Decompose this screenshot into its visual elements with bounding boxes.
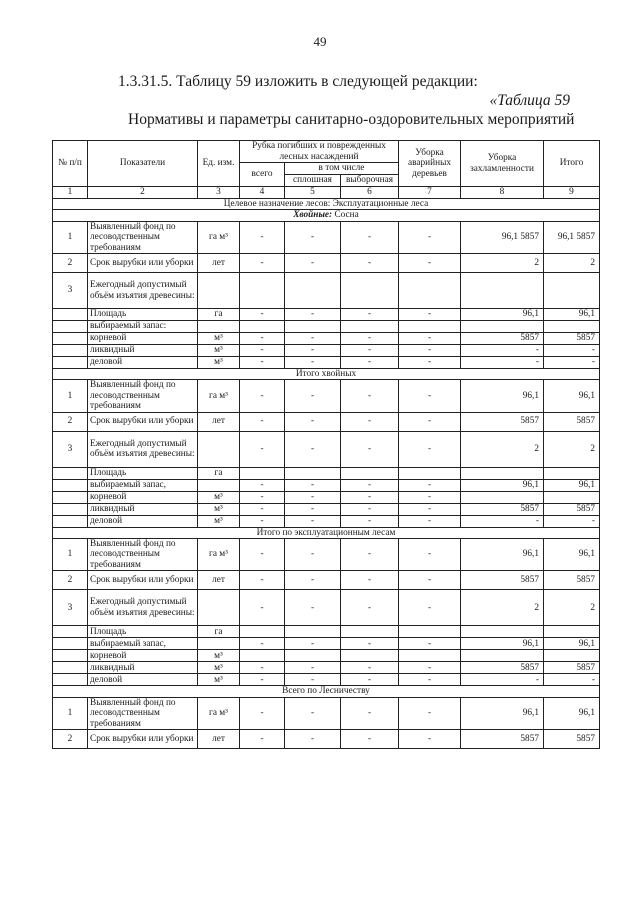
cell-c4: - <box>240 590 285 626</box>
cell-c5: - <box>285 333 341 345</box>
row-number <box>53 515 88 527</box>
cell-c4: - <box>240 357 285 369</box>
row-unit: лет <box>198 254 240 273</box>
column-number: 1 <box>53 187 88 199</box>
cell-c5: - <box>285 309 341 321</box>
cell-c8: 96,1 <box>461 697 544 729</box>
row-number: 2 <box>53 729 88 748</box>
row-number: 2 <box>53 254 88 273</box>
cell-c6: - <box>341 333 399 345</box>
cell-c8: 5857 <box>461 503 544 515</box>
table-row <box>53 571 600 590</box>
cell-c9: 2 <box>544 431 600 467</box>
cell-c5: - <box>285 729 341 748</box>
cell-c9: 96,1 <box>544 380 600 412</box>
row-number: 2 <box>53 412 88 431</box>
cell-c6: - <box>341 254 399 273</box>
table-row <box>53 729 600 748</box>
section-subtitle <box>53 210 600 221</box>
cell-c8: - <box>461 515 544 527</box>
cell-c5: - <box>285 697 341 729</box>
row-number <box>53 638 88 650</box>
cell-c9: 5857 <box>544 503 600 515</box>
header-selective: выборочная <box>341 175 399 187</box>
row-number: 1 <box>53 221 88 253</box>
cell-c9: 5857 <box>544 333 600 345</box>
cell-c8: 5857 <box>461 333 544 345</box>
cell-c4: - <box>240 309 285 321</box>
row-number <box>53 357 88 369</box>
row-unit <box>198 479 240 491</box>
header-num: № п/п <box>53 141 88 187</box>
cell-c7: - <box>399 221 461 253</box>
table-row <box>53 638 600 650</box>
row-unit: га м³ <box>198 380 240 412</box>
cell-c6: - <box>341 674 399 686</box>
row-unit: м³ <box>198 662 240 674</box>
cell-c4 <box>240 273 285 309</box>
cell-c5: - <box>285 380 341 412</box>
row-unit: лет <box>198 412 240 431</box>
row-unit: га м³ <box>198 697 240 729</box>
table-row <box>53 479 600 491</box>
row-indicator: выбираемый запас: <box>88 321 198 333</box>
row-number <box>53 321 88 333</box>
cell-c8: 2 <box>461 431 544 467</box>
header-felling: Рубка погибших и поврежденных лесных насаждений <box>240 141 399 163</box>
header-emergency: Уборка аварийных деревьев <box>399 141 461 187</box>
row-number <box>53 650 88 662</box>
cell-c6 <box>341 467 399 479</box>
row-indicator: Площадь <box>88 309 198 321</box>
row-indicator: деловой <box>88 515 198 527</box>
header-clear: сплошная <box>285 175 341 187</box>
cell-c7: - <box>399 571 461 590</box>
cell-c6: - <box>341 590 399 626</box>
cell-c6: - <box>341 571 399 590</box>
row-unit: га м³ <box>198 539 240 571</box>
row-indicator: Ежегодный допустимый объём изъятия древесины: <box>88 431 198 467</box>
species-label: Хвойные: <box>293 210 333 221</box>
header-total: Итого <box>544 141 600 187</box>
cell-c4: - <box>240 729 285 748</box>
row-indicator: Срок вырубки или уборки <box>88 729 198 748</box>
row-indicator: Срок вырубки или уборки <box>88 571 198 590</box>
cell-c7: - <box>399 412 461 431</box>
cell-c9: 2 <box>544 590 600 626</box>
table-row <box>53 254 600 273</box>
cell-c8: - <box>461 674 544 686</box>
cell-c9: 96,1 <box>544 309 600 321</box>
cell-c4: - <box>240 674 285 686</box>
cell-c6: - <box>341 697 399 729</box>
norms-table <box>52 140 600 749</box>
header-indicators: Показатели <box>88 141 198 187</box>
cell-c5 <box>285 626 341 638</box>
table-row <box>53 309 600 321</box>
row-unit: м³ <box>198 345 240 357</box>
row-indicator: деловой <box>88 357 198 369</box>
row-indicator: Выявленный фонд по лесоводственным требованиям <box>88 539 198 571</box>
cell-c6 <box>341 321 399 333</box>
row-indicator: ликвидный <box>88 345 198 357</box>
section-title: Итого по эксплуатационным лесам <box>53 527 600 538</box>
cell-c9: 5857 <box>544 729 600 748</box>
row-unit: м³ <box>198 674 240 686</box>
table-row <box>53 321 600 333</box>
row-number <box>53 503 88 515</box>
table-row <box>53 467 600 479</box>
row-unit <box>198 590 240 626</box>
cell-c9: 5857 <box>544 662 600 674</box>
cell-c5 <box>285 650 341 662</box>
cell-c9 <box>544 626 600 638</box>
section-header-row <box>53 199 600 210</box>
cell-c5: - <box>285 431 341 467</box>
cell-c8: - <box>461 345 544 357</box>
cell-c4: - <box>240 479 285 491</box>
cell-c8: 96,1 5857 <box>461 221 544 253</box>
column-number: 5 <box>285 187 341 199</box>
row-unit <box>198 321 240 333</box>
row-number <box>53 674 88 686</box>
cell-c7: - <box>399 333 461 345</box>
cell-c9 <box>544 273 600 309</box>
cell-c4: - <box>240 431 285 467</box>
table-row <box>53 515 600 527</box>
table-row <box>53 345 600 357</box>
row-number <box>53 333 88 345</box>
row-unit: га м³ <box>198 221 240 253</box>
cell-c8 <box>461 491 544 503</box>
table-row <box>53 626 600 638</box>
cell-c6 <box>341 650 399 662</box>
cell-c7 <box>399 626 461 638</box>
row-indicator: Выявленный фонд по лесоводственным требованиям <box>88 380 198 412</box>
cell-c6: - <box>341 412 399 431</box>
cell-c5: - <box>285 412 341 431</box>
section-header-row <box>53 686 600 697</box>
cell-c8 <box>461 321 544 333</box>
table-row <box>53 503 600 515</box>
row-unit: м³ <box>198 650 240 662</box>
cell-c4: - <box>240 571 285 590</box>
row-indicator: ликвидный <box>88 503 198 515</box>
cell-c9: 96,1 <box>544 638 600 650</box>
cell-c6 <box>341 626 399 638</box>
cell-c8: 96,1 <box>461 309 544 321</box>
row-number: 3 <box>53 273 88 309</box>
cell-c6: - <box>341 515 399 527</box>
cell-c9 <box>544 650 600 662</box>
cell-c8 <box>461 650 544 662</box>
cell-c7 <box>399 650 461 662</box>
row-unit: лет <box>198 729 240 748</box>
cell-c9 <box>544 467 600 479</box>
row-indicator: Площадь <box>88 467 198 479</box>
table-row <box>53 650 600 662</box>
section-heading: 1.3.31.5. Таблицу 59 изложить в следующей редакции: <box>118 73 478 90</box>
header-unit: Ед. изм. <box>198 141 240 187</box>
table-row <box>53 357 600 369</box>
row-unit: м³ <box>198 491 240 503</box>
column-number: 2 <box>88 187 198 199</box>
table-row <box>53 333 600 345</box>
cell-c4: - <box>240 380 285 412</box>
cell-c8: 96,1 <box>461 539 544 571</box>
row-indicator: корневой <box>88 491 198 503</box>
table-body <box>53 199 600 749</box>
cell-c9: 96,1 <box>544 539 600 571</box>
cell-c5: - <box>285 539 341 571</box>
cell-c6: - <box>341 357 399 369</box>
cell-c5: - <box>285 674 341 686</box>
cell-c9: - <box>544 357 600 369</box>
table-row <box>53 221 600 253</box>
cell-c5: - <box>285 638 341 650</box>
cell-c7: - <box>399 638 461 650</box>
cell-c4 <box>240 467 285 479</box>
column-number: 4 <box>240 187 285 199</box>
cell-c4: - <box>240 503 285 515</box>
row-number <box>53 626 88 638</box>
cell-c8: 96,1 <box>461 380 544 412</box>
cell-c9: 5857 <box>544 571 600 590</box>
cell-c8: 5857 <box>461 412 544 431</box>
cell-c7: - <box>399 380 461 412</box>
cell-c4: - <box>240 221 285 253</box>
row-indicator: Выявленный фонд по лесоводственным требованиям <box>88 697 198 729</box>
row-unit: га <box>198 626 240 638</box>
cell-c6: - <box>341 539 399 571</box>
section-title: Всего по Лесничеству <box>53 686 600 697</box>
cell-c7: - <box>399 431 461 467</box>
table-row <box>53 539 600 571</box>
table-row <box>53 590 600 626</box>
cell-c4 <box>240 626 285 638</box>
cell-c8: 96,1 <box>461 638 544 650</box>
cell-c5: - <box>285 345 341 357</box>
section-header-row <box>53 369 600 380</box>
cell-c4: - <box>240 539 285 571</box>
cell-c5: - <box>285 503 341 515</box>
cell-c7 <box>399 467 461 479</box>
species-value: Сосна <box>334 210 359 221</box>
table-row <box>53 674 600 686</box>
cell-c6: - <box>341 345 399 357</box>
row-unit: м³ <box>198 515 240 527</box>
row-number <box>53 479 88 491</box>
cell-c7 <box>399 321 461 333</box>
cell-c5: - <box>285 662 341 674</box>
row-number: 3 <box>53 431 88 467</box>
cell-c9: - <box>544 515 600 527</box>
cell-c7: - <box>399 539 461 571</box>
cell-c5: - <box>285 479 341 491</box>
cell-c4 <box>240 321 285 333</box>
row-indicator: выбираемый запас, <box>88 638 198 650</box>
row-number: 1 <box>53 697 88 729</box>
page-number: 49 <box>313 34 327 49</box>
row-number <box>53 662 88 674</box>
row-indicator: Выявленный фонд по лесоводственным требованиям <box>88 221 198 253</box>
cell-c6: - <box>341 431 399 467</box>
cell-c4 <box>240 650 285 662</box>
row-unit: м³ <box>198 333 240 345</box>
cell-c4: - <box>240 412 285 431</box>
row-indicator: Ежегодный допустимый объём изъятия древесины: <box>88 273 198 309</box>
row-indicator: деловой <box>88 674 198 686</box>
cell-c8: 5857 <box>461 729 544 748</box>
table-row <box>53 380 600 412</box>
cell-c7: - <box>399 515 461 527</box>
row-indicator: Срок вырубки или уборки <box>88 254 198 273</box>
cell-c7 <box>399 273 461 309</box>
row-unit: м³ <box>198 357 240 369</box>
cell-c9: - <box>544 674 600 686</box>
cell-c7: - <box>399 662 461 674</box>
column-number: 3 <box>198 187 240 199</box>
table-row <box>53 697 600 729</box>
cell-c4: - <box>240 345 285 357</box>
cell-c4: - <box>240 254 285 273</box>
cell-c8: 2 <box>461 254 544 273</box>
cell-c6: - <box>341 309 399 321</box>
row-number <box>53 309 88 321</box>
row-number: 1 <box>53 539 88 571</box>
cell-c9 <box>544 321 600 333</box>
section-subtitle-row <box>53 210 600 221</box>
cell-c5: - <box>285 491 341 503</box>
cell-c6: - <box>341 221 399 253</box>
cell-c5: - <box>285 357 341 369</box>
cell-c8: - <box>461 357 544 369</box>
cell-c7: - <box>399 697 461 729</box>
row-number <box>53 467 88 479</box>
cell-c9: 96,1 5857 <box>544 221 600 253</box>
cell-c8: 2 <box>461 590 544 626</box>
cell-c5 <box>285 321 341 333</box>
section-header-row <box>53 527 600 538</box>
table-row <box>53 431 600 467</box>
row-number: 3 <box>53 590 88 626</box>
cell-c9: 96,1 <box>544 479 600 491</box>
cell-c9: 5857 <box>544 412 600 431</box>
cell-c8: 5857 <box>461 662 544 674</box>
cell-c4: - <box>240 638 285 650</box>
cell-c5 <box>285 467 341 479</box>
row-unit: га <box>198 467 240 479</box>
cell-c6: - <box>341 503 399 515</box>
cell-c5: - <box>285 221 341 253</box>
section-title: Итого хвойных <box>53 369 600 380</box>
row-indicator: выбираемый запас, <box>88 479 198 491</box>
cell-c8: 5857 <box>461 571 544 590</box>
column-numbers-row <box>53 187 600 199</box>
row-number <box>53 345 88 357</box>
cell-c7: - <box>399 674 461 686</box>
cell-c7: - <box>399 729 461 748</box>
section-title: Целевое назначение лесов: Эксплуатационные леса <box>53 199 600 210</box>
cell-c8 <box>461 626 544 638</box>
cell-c6: - <box>341 638 399 650</box>
cell-c9: 96,1 <box>544 697 600 729</box>
cell-c6 <box>341 273 399 309</box>
header-including: в том числе <box>285 163 399 175</box>
column-number: 9 <box>544 187 600 199</box>
header-felling-total: всего <box>240 163 285 187</box>
column-number: 6 <box>341 187 399 199</box>
cell-c5: - <box>285 590 341 626</box>
cell-c5: - <box>285 571 341 590</box>
table-label: «Таблица 59 <box>489 92 570 109</box>
cell-c7: - <box>399 491 461 503</box>
row-number: 1 <box>53 380 88 412</box>
cell-c7: - <box>399 254 461 273</box>
row-unit: лет <box>198 571 240 590</box>
cell-c6: - <box>341 491 399 503</box>
column-number: 7 <box>399 187 461 199</box>
cell-c7: - <box>399 357 461 369</box>
row-number: 2 <box>53 571 88 590</box>
cell-c9 <box>544 491 600 503</box>
row-indicator: корневой <box>88 333 198 345</box>
cell-c6: - <box>341 479 399 491</box>
table-row <box>53 491 600 503</box>
cell-c8: 96,1 <box>461 479 544 491</box>
table-row <box>53 273 600 309</box>
cell-c8 <box>461 467 544 479</box>
table-row <box>53 662 600 674</box>
row-unit: га <box>198 309 240 321</box>
cell-c9: 2 <box>544 254 600 273</box>
row-unit: м³ <box>198 503 240 515</box>
row-indicator: Ежегодный допустимый объём изъятия древесины: <box>88 590 198 626</box>
cell-c6: - <box>341 380 399 412</box>
row-indicator: Площадь <box>88 626 198 638</box>
cell-c4: - <box>240 662 285 674</box>
row-number <box>53 491 88 503</box>
cell-c4: - <box>240 333 285 345</box>
cell-c4: - <box>240 491 285 503</box>
cell-c4: - <box>240 697 285 729</box>
row-unit <box>198 273 240 309</box>
row-indicator: корневой <box>88 650 198 662</box>
row-indicator: ликвидный <box>88 662 198 674</box>
header-cluttered: Уборка захламленности <box>461 141 544 187</box>
table-row <box>53 412 600 431</box>
cell-c7: - <box>399 309 461 321</box>
cell-c7: - <box>399 345 461 357</box>
cell-c7: - <box>399 479 461 491</box>
column-number: 8 <box>461 187 544 199</box>
cell-c4: - <box>240 515 285 527</box>
row-indicator: Срок вырубки или уборки <box>88 412 198 431</box>
row-unit <box>198 638 240 650</box>
cell-c5: - <box>285 515 341 527</box>
cell-c7: - <box>399 503 461 515</box>
table-title: Нормативы и параметры санитарно-оздоровительных мероприятий <box>128 111 575 128</box>
cell-c7: - <box>399 590 461 626</box>
cell-c6: - <box>341 662 399 674</box>
row-unit <box>198 431 240 467</box>
cell-c5: - <box>285 254 341 273</box>
cell-c6: - <box>341 729 399 748</box>
cell-c8 <box>461 273 544 309</box>
cell-c9: - <box>544 345 600 357</box>
cell-c5 <box>285 273 341 309</box>
